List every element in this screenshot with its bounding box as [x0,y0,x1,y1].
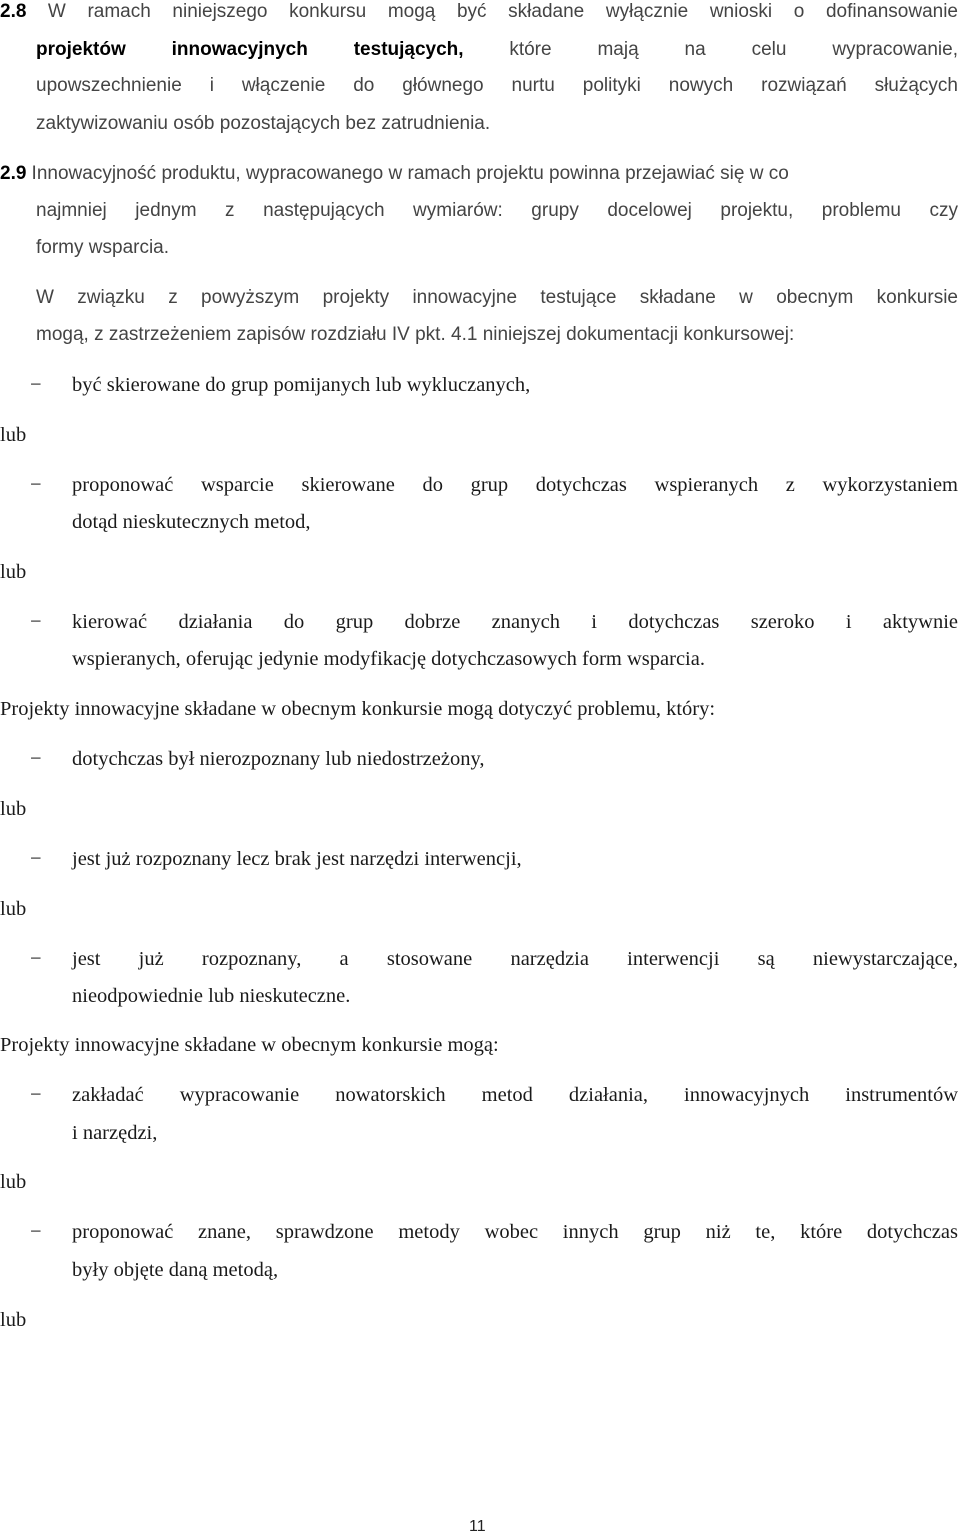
sec28-text-line2: które mają na celu wypracowanie, [509,39,958,60]
list3-item1-line2: i narzędzi, [72,1122,158,1144]
list2-item1-line1: dotychczas był nierozpoznany lub niedostrzeżony, [72,748,485,770]
list3-item1-line1: zakładać wypracowanie nowatorskich metod działania, innowacyjnych instrumentów [72,1084,958,1106]
sec29-para-line2: mogą, z zastrzeżeniem zapisów rozdziału IV pkt. 4.1 niniejszej dokumentacji konkursowej: [36,324,795,345]
list1-item3-line1: kierować działania do grup dobrze znanych i dotychczas szeroko i aktywnie [72,611,958,633]
list3-item2-line2: były objęte daną metodą, [72,1259,279,1281]
or-word: lub [0,561,27,583]
sec28-line2 [36,35,958,64]
list-dash: − [30,374,42,396]
intro-paragraph-2: Projekty innowacyjne składane w obecnym konkursie mogą dotyczyć problemu, który: [0,698,716,720]
list2-item3-line1: jest już rozpoznany, a stosowane narzędzia interwencji są niewystarczające, [72,948,958,970]
sec29-line2: najmniej jednym z następujących wymiarów: grupy docelowej projektu, problemu czy [36,200,958,221]
sec28-bold-phrase: projektów innowacyjnych testujących, [36,39,464,60]
list1-item2-line2: dotąd nieskutecznych metod, [72,511,311,533]
sec29-line1 [0,159,789,188]
list3-item2-line1: proponować znane, sprawdzone metody wobec innych grup niż te, które dotychczas [72,1221,958,1243]
list2-item2-line1: jest już rozpoznany lecz brak jest narzędzi interwencji, [72,848,522,870]
sec29-line3: formy wsparcia. [36,237,170,258]
list-dash: − [30,611,42,633]
sec28-text-line1: W ramach niniejszego konkursu mogą być składane wyłącznie wnioski o dofinansowanie [47,1,958,22]
or-word: lub [0,1171,27,1193]
intro-paragraph-3: Projekty innowacyjne składane w obecnym konkursie mogą: [0,1034,499,1056]
or-word: lub [0,898,27,920]
or-word: lub [0,798,27,820]
page-number: 11 [469,1518,486,1535]
list2-item3-line2: nieodpowiednie lub nieskuteczne. [72,985,351,1007]
list-dash: − [30,848,42,870]
sec28-line3: upowszechnienie i włączenie do głównego nurtu polityki nowych rozwiązań służących [36,75,958,96]
sec28-line1 [0,0,958,26]
list1-item3-line2: wspieranych, oferując jedynie modyfikację dotychczasowych form wsparcia. [72,648,705,670]
list-dash: − [30,948,42,970]
list-dash: − [30,748,42,770]
list-dash: − [30,1221,42,1243]
list-dash: − [30,474,42,496]
list1-item1-line1: być skierowane do grup pomijanych lub wykluczanych, [72,374,531,396]
sec29-text-line1: Innowacyjność produktu, wypracowanego w ramach projektu powinna przejawiać się w co [31,163,789,184]
sec29-number: 2.9 [0,163,27,184]
list1-item2-line1: proponować wsparcie skierowane do grup dotychczas wspieranych z wykorzystaniem [72,474,958,496]
sec28-line4: zaktywizowaniu osób pozostających bez zatrudnienia. [36,113,491,134]
or-word: lub [0,424,27,446]
or-word: lub [0,1309,27,1331]
sec28-number: 2.8 [0,1,27,22]
sec29-para-line1: W związku z powyższym projekty innowacyjne testujące składane w obecnym konkursie [36,287,958,308]
list-dash: − [30,1084,42,1106]
